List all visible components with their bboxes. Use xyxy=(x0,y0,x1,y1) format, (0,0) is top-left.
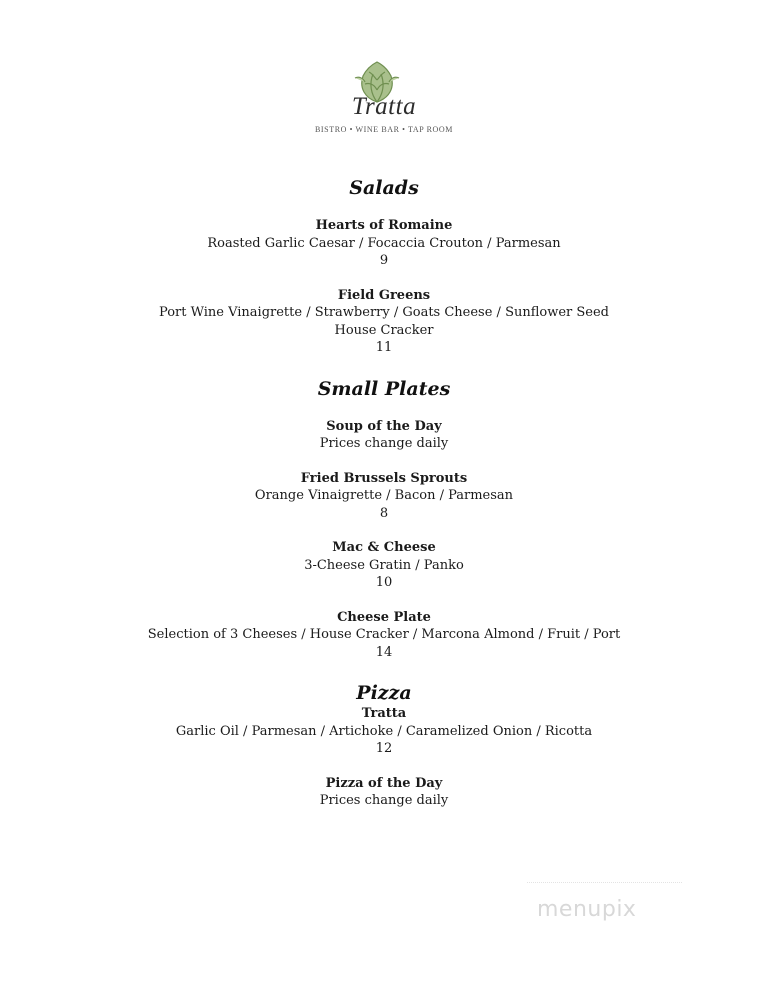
item-price: 14 xyxy=(375,644,393,660)
item-price: 9 xyxy=(379,253,389,268)
section-pizza xyxy=(0,681,768,810)
logo-tagline: BISTRO • WINE BAR • TAP ROOM xyxy=(314,125,454,134)
item-description: Roasted Garlic Caesar / Focaccia Crouton / Parmesan xyxy=(207,235,561,251)
item-name: Mac & Cheese xyxy=(332,540,436,555)
item-name: Fried Brussels Sprouts xyxy=(300,470,468,486)
item-name: Pizza of the Day xyxy=(325,775,443,791)
item-price: 8 xyxy=(379,505,389,521)
item-name: Hearts of Romaine xyxy=(315,218,453,233)
menu-item xyxy=(0,418,768,453)
section-salads xyxy=(0,176,768,357)
item-price: 10 xyxy=(375,575,393,590)
menupix-watermark: menupix xyxy=(537,897,637,922)
restaurant-logo xyxy=(0,55,768,140)
item-description: Selection of 3 Cheeses / House Cracker / Marcona Almond / Fruit / Port xyxy=(147,627,621,642)
item-description: Prices change daily xyxy=(319,793,449,808)
item-description: 3-Cheese Gratin / Panko xyxy=(304,557,464,573)
section-title: Pizza xyxy=(356,682,412,704)
watermark-rule xyxy=(527,882,682,886)
item-price: 12 xyxy=(375,741,393,756)
menu-item xyxy=(0,705,768,758)
menu-content xyxy=(0,176,768,810)
item-name: Soup of the Day xyxy=(326,418,442,434)
menu-item xyxy=(0,470,768,523)
menu-item xyxy=(0,775,768,810)
item-price: 11 xyxy=(375,340,393,355)
item-description: Garlic Oil / Parmesan / Artichoke / Caramelized Onion / Ricotta xyxy=(175,723,593,739)
item-name: Cheese Plate xyxy=(337,609,431,625)
item-name: Field Greens xyxy=(337,287,431,303)
item-name: Tratta xyxy=(361,706,407,721)
item-description: Prices change daily xyxy=(319,436,449,451)
item-description: Orange Vinaigrette / Bacon / Parmesan xyxy=(254,488,514,503)
logo-wordmark: Tratta xyxy=(351,93,417,120)
menu-item xyxy=(0,609,768,662)
section-title: Small Plates xyxy=(317,377,451,400)
section-small-plates xyxy=(0,377,768,662)
item-description: House Cracker xyxy=(334,322,434,338)
item-description: Port Wine Vinaigrette / Strawberry / Goats Cheese / Sunflower Seed xyxy=(158,305,609,320)
menu-item xyxy=(0,217,768,270)
menu-item xyxy=(0,539,768,592)
section-title: Salads xyxy=(349,177,419,199)
menu-item xyxy=(0,287,768,357)
